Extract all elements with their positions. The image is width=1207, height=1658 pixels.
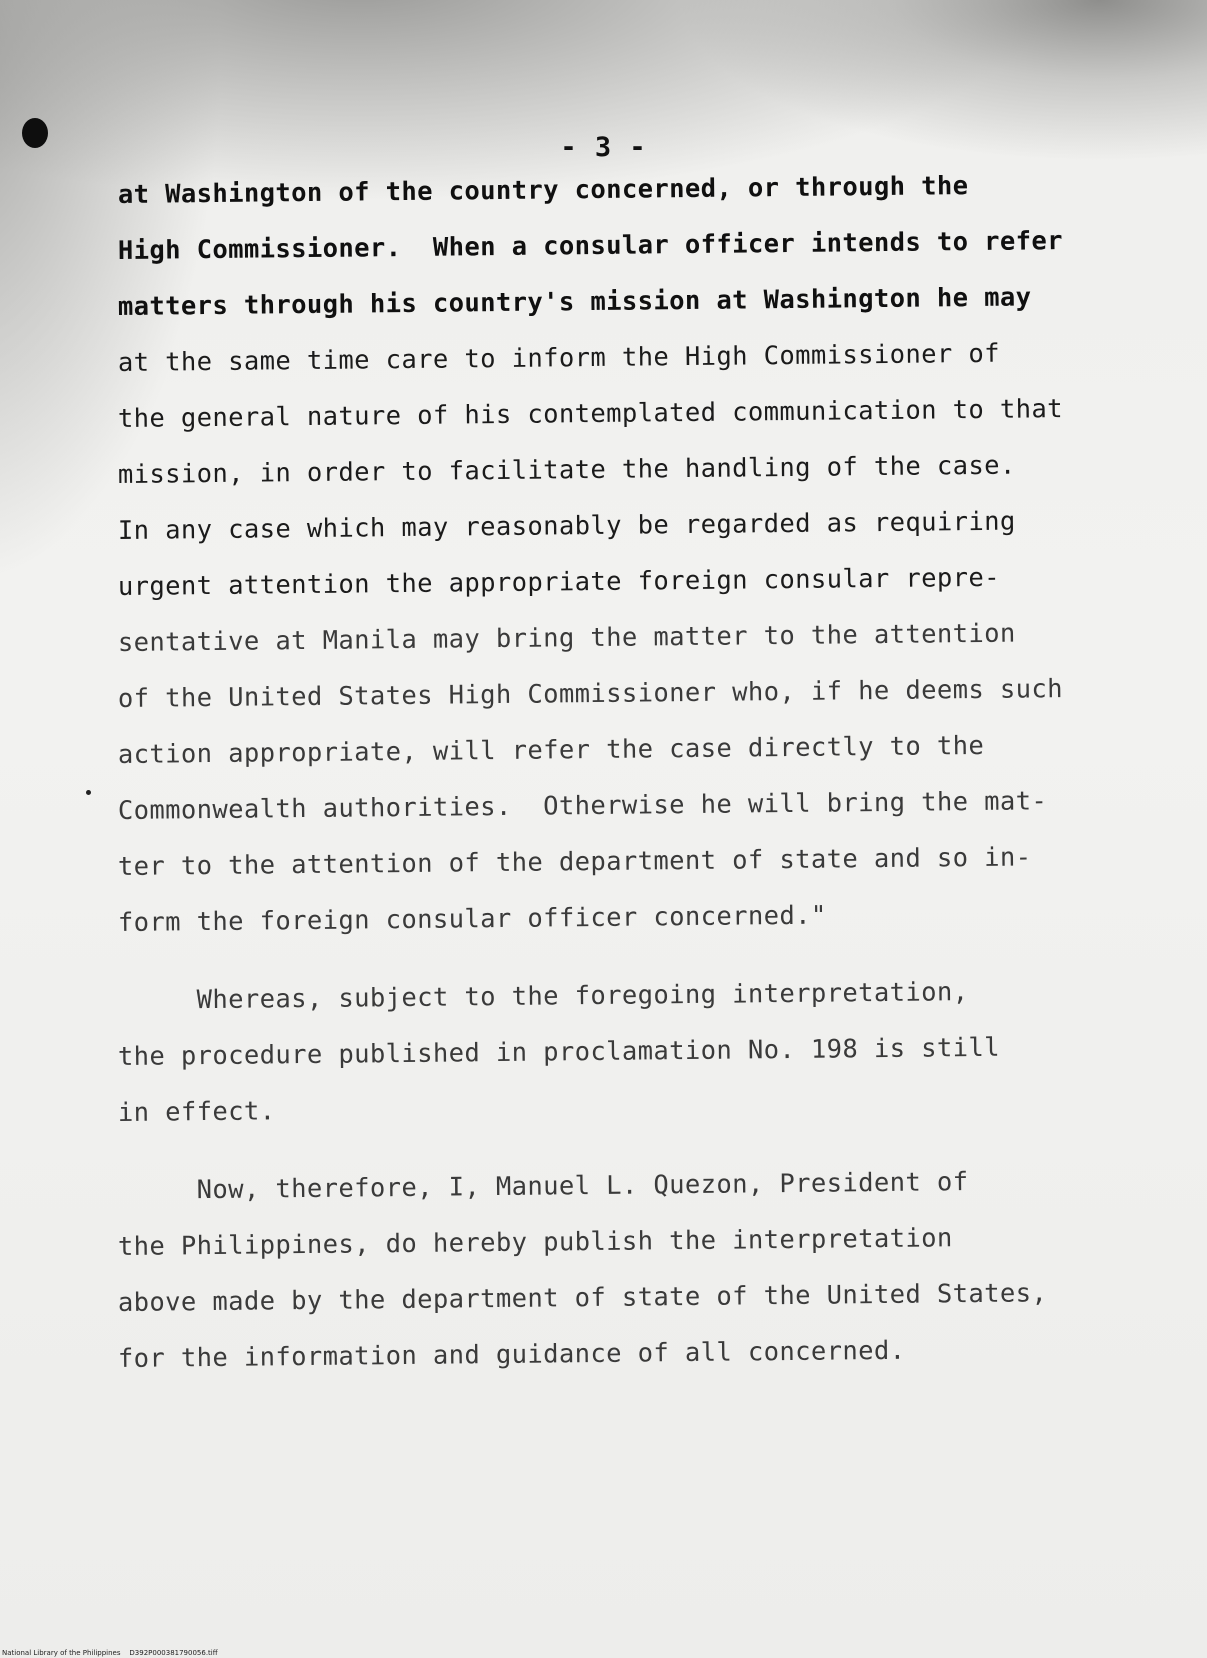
page-number: - 3 - xyxy=(560,132,647,163)
text-line: of the United States High Commissioner who, if he deems such xyxy=(117,674,1064,714)
text-line: matters through his country's mission at Washington he may xyxy=(117,282,1032,322)
text-line: action appropriate, will refer the case directly to the xyxy=(117,730,985,770)
footer-file-id: D392P000381790056.tiff xyxy=(129,1649,218,1657)
paragraph-2 xyxy=(117,977,1158,1154)
text-line: the general nature of his contemplated communication to that xyxy=(117,394,1064,434)
text-line: sentative at Manila may bring the matter to the attention xyxy=(117,618,1016,658)
paragraph-1 xyxy=(117,171,1158,964)
text-line: at Washington of the country concerned, or through the xyxy=(117,171,969,210)
text-line: ter to the attention of the department of state and so in- xyxy=(117,842,1032,882)
body-text xyxy=(117,171,1158,1400)
text-line: above made by the department of state of the United States, xyxy=(117,1278,1048,1318)
ink-speck xyxy=(86,790,91,795)
text-line: for the information and guidance of all concerned. xyxy=(117,1335,906,1374)
scan-footer xyxy=(2,1649,218,1657)
text-line: the procedure published in proclamation No. 198 is still xyxy=(117,1032,1001,1072)
text-line: the Philippines, do hereby publish the interpretation xyxy=(117,1223,953,1262)
text-line: urgent attention the appropriate foreign consular repre- xyxy=(117,562,1001,602)
text-line: Now, therefore, I, Manuel L. Quezon, President of xyxy=(117,1167,969,1206)
footer-library: National Library of the Philippines xyxy=(2,1649,121,1657)
text-line: High Commissioner. When a consular officer intends to refer xyxy=(117,226,1064,266)
text-line: form the foreign consular officer concerned." xyxy=(117,900,827,938)
text-line: at the same time care to inform the High Commissioner of xyxy=(117,338,1001,378)
text-line: Whereas, subject to the foregoing interpretation, xyxy=(117,977,969,1016)
paragraph-3 xyxy=(117,1167,1158,1400)
text-line: mission, in order to facilitate the handling of the case. xyxy=(117,450,1016,490)
text-line: Commonwealth authorities. Otherwise he will bring the mat- xyxy=(117,786,1048,826)
text-line: In any case which may reasonably be regarded as requiring xyxy=(117,506,1016,546)
text-line: in effect. xyxy=(117,1096,276,1128)
